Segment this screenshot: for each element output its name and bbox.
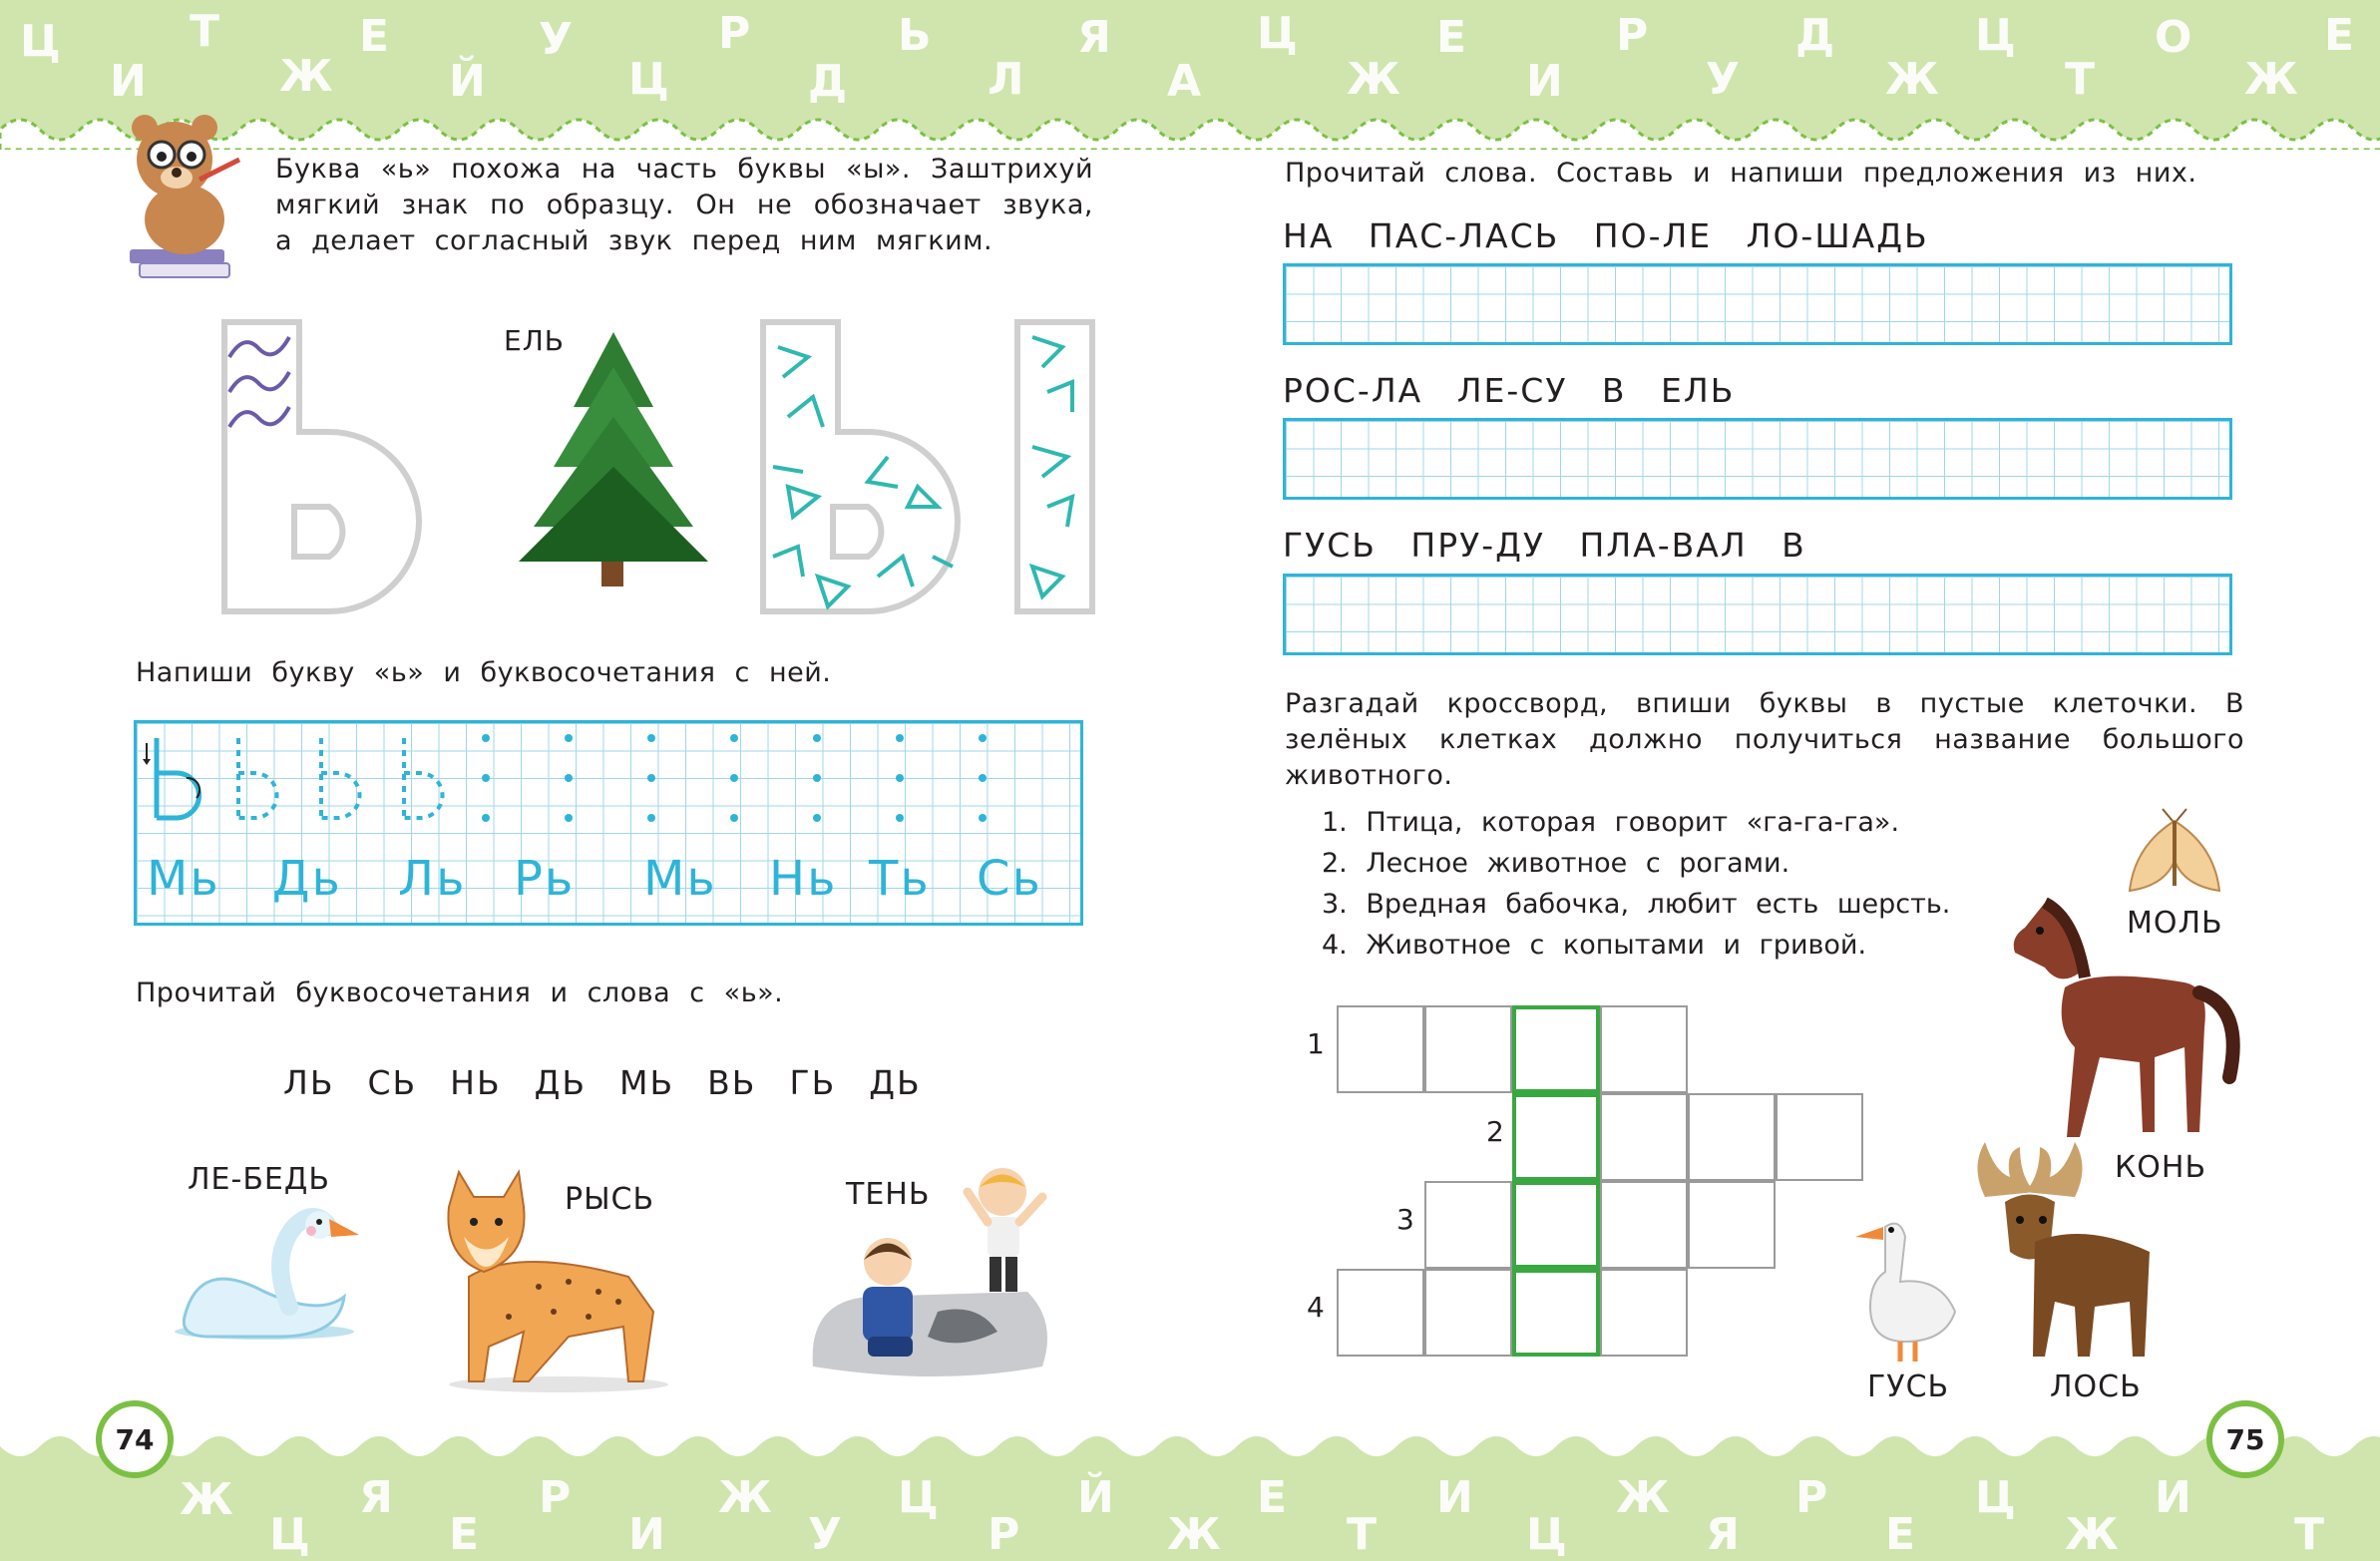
sentence-writing-grid-2[interactable] — [1283, 418, 2232, 500]
word-line-3: ГУСЬ ПРУ-ДУ ПЛА-ВАЛ В — [1283, 526, 1806, 565]
copy-pair: Ть — [869, 851, 931, 907]
copy-pair: Сь — [977, 851, 1042, 907]
crossword-cell[interactable] — [1337, 1005, 1424, 1093]
tree-label: ЕЛЬ — [504, 324, 565, 357]
crossword-cell[interactable] — [1600, 1093, 1688, 1181]
crossword-cell[interactable] — [1600, 1181, 1688, 1269]
syllable: ЛЬ — [283, 1063, 335, 1102]
crossword-cell[interactable] — [1688, 1181, 1776, 1269]
page-number-left: 74 — [96, 1400, 174, 1478]
crossword-cell[interactable] — [1688, 1093, 1776, 1181]
syllable: ГЬ — [789, 1063, 837, 1102]
syllable: ДЬ — [534, 1063, 588, 1102]
row-number: 4 — [1307, 1291, 1325, 1324]
top-wave-edge — [0, 108, 2380, 150]
word-swan: ЛЕ-БЕДЬ — [188, 1162, 330, 1197]
copy-pair: Мь — [643, 851, 717, 907]
crossword-grid — [1297, 997, 1875, 1357]
copy-pair: Дь — [272, 851, 342, 907]
sentence-writing-grid-3[interactable] — [1283, 574, 2232, 655]
syllable: СЬ — [367, 1063, 418, 1102]
horse-illustration — [2005, 898, 2244, 1147]
letter-pattern-bottom: Ж Ц Я Е Р И Ж У Ц Р Й Ж Е Т И Ц Ж Я Р Е Ц Ж И Т — [180, 1472, 2325, 1560]
crossword-key-cell[interactable] — [1512, 1093, 1600, 1181]
bottom-decorative-band — [0, 1428, 2380, 1561]
word-line-1: НА ПАС-ЛАСЬ ПО-ЛЕ ЛО-ШАДЬ — [1283, 216, 1929, 255]
swan-illustration — [170, 1197, 369, 1376]
bear-mascot-illustration — [100, 100, 259, 284]
writing-practice-grid[interactable] — [134, 720, 1083, 926]
copy-pair: Нь — [769, 851, 838, 907]
syllable: НЬ — [450, 1063, 502, 1102]
crossword-questions — [1322, 802, 1970, 966]
word-shadow: ТЕНЬ — [846, 1177, 931, 1212]
crossword-cell[interactable] — [1776, 1093, 1863, 1181]
syllables-row — [283, 1063, 922, 1102]
animal-moose: ЛОСЬ — [2050, 1369, 2142, 1404]
word-lynx: РЫСЬ — [565, 1182, 655, 1217]
top-decorative-band — [0, 0, 2380, 150]
question-item: 4. Животное с копытами и гривой. — [1322, 930, 1867, 961]
crossword-cell[interactable] — [1424, 1181, 1512, 1269]
fir-tree-illustration — [514, 327, 713, 591]
copy-pairs-row — [147, 851, 1066, 907]
animal-moth: МОЛЬ — [2127, 906, 2223, 941]
sentence-writing-grid-1[interactable] — [1283, 263, 2232, 345]
read-task: Прочитай буквосочетания и слова с «ь». — [136, 977, 784, 1008]
lynx-illustration — [429, 1167, 688, 1396]
question-item: 1. Птица, которая говорит «га-га-га». — [1322, 807, 1900, 838]
crossword-key-cell[interactable] — [1512, 1181, 1600, 1269]
copy-pair: Мь — [147, 851, 220, 907]
animal-horse: КОНЬ — [2115, 1150, 2207, 1185]
crossword-key-cell[interactable] — [1512, 1269, 1600, 1357]
crossword-cell[interactable] — [1337, 1269, 1424, 1357]
letter-y-patterned — [758, 317, 1097, 616]
sentence-task: Прочитай слова. Составь и напиши предложения из них. — [1285, 158, 2197, 189]
row-number: 1 — [1307, 1027, 1325, 1060]
animal-goose: ГУСЬ — [1867, 1369, 1950, 1404]
moth-illustration — [2125, 806, 2224, 901]
intro-text: Буква «ь» похожа на часть буквы «ы». Заштрихуй мягкий знак по образцу. Он не обозначает звука, а делает согласный звук перед ним мягким. — [275, 154, 1093, 256]
soft-sign-tracing-letter — [219, 317, 459, 616]
question-item: 3. Вредная бабочка, любит есть шерсть. — [1322, 889, 1951, 920]
crossword-task: Разгадай кроссворд, впиши буквы в пустые клеточки. В зелёных клетках должно получиться название большого животного. — [1285, 688, 2244, 791]
row-number: 2 — [1486, 1115, 1504, 1148]
crossword-cell[interactable] — [1600, 1005, 1688, 1093]
crossword-cell[interactable] — [1600, 1269, 1688, 1357]
children-shadow-illustration — [808, 1162, 1057, 1386]
crossword-cell[interactable] — [1424, 1269, 1512, 1357]
copy-pair: Ль — [398, 851, 467, 907]
copy-pair: Рь — [514, 851, 576, 907]
letter-pattern: Ц И Т Ж Е Й У Ц Р Д Ь Л Я А Ц Ж Е И Р У Д Ж Ц Т О Ж Е — [20, 6, 2355, 107]
syllable: ДЬ — [869, 1063, 922, 1102]
crossword-key-cell[interactable] — [1512, 1005, 1600, 1093]
row-number: 3 — [1396, 1203, 1414, 1236]
word-line-2: РОС-ЛА ЛЕ-СУ В ЕЛЬ — [1283, 371, 1736, 410]
goose-illustration — [1845, 1212, 1960, 1366]
syllable: МЬ — [619, 1063, 675, 1102]
syllable: ВЬ — [707, 1063, 757, 1102]
moose-illustration — [1965, 1142, 2165, 1366]
page-number-right: 75 — [2206, 1400, 2284, 1478]
crossword-cell[interactable] — [1424, 1005, 1512, 1093]
write-task: Напиши букву «ь» и буквосочетания с ней. — [136, 657, 832, 688]
question-item: 2. Лесное животное с рогами. — [1322, 848, 1790, 879]
